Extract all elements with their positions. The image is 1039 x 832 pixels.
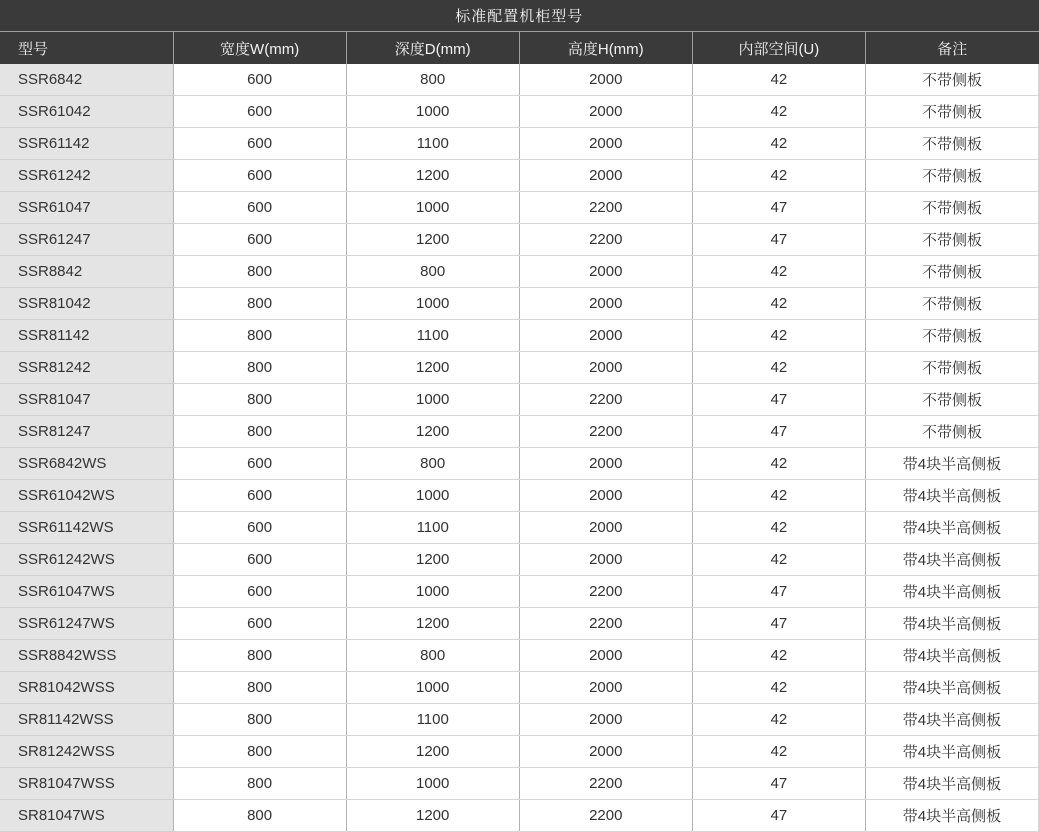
cell-height: 2000 (519, 640, 692, 672)
cell-depth: 1100 (346, 512, 519, 544)
cell-note: 带4块半高侧板 (865, 672, 1038, 704)
cell-height: 2000 (519, 288, 692, 320)
cell-note: 不带侧板 (865, 416, 1038, 448)
cell-note: 带4块半高侧板 (865, 512, 1038, 544)
cell-model: SSR81042 (0, 288, 173, 320)
cell-model: SSR6842WS (0, 448, 173, 480)
cell-height: 2000 (519, 704, 692, 736)
table-row (0, 192, 1039, 224)
table-row (0, 128, 1039, 160)
cell-height: 2000 (519, 64, 692, 96)
table-row (0, 544, 1039, 576)
cell-depth: 1200 (346, 352, 519, 384)
cell-note: 不带侧板 (865, 224, 1038, 256)
cell-width: 800 (173, 416, 346, 448)
cell-depth: 800 (346, 64, 519, 96)
cell-note: 不带侧板 (865, 128, 1038, 160)
table-row (0, 576, 1039, 608)
table-row (0, 320, 1039, 352)
cell-width: 800 (173, 704, 346, 736)
table-row (0, 480, 1039, 512)
header-note: 备注 (865, 32, 1038, 65)
cell-space-u: 47 (692, 416, 865, 448)
cell-width: 800 (173, 384, 346, 416)
table-head (0, 0, 1039, 64)
header-height: 高度H(mm) (519, 32, 692, 65)
cell-width: 600 (173, 64, 346, 96)
cell-depth: 1000 (346, 96, 519, 128)
cell-model: SSR61042 (0, 96, 173, 128)
cell-model: SSR61247 (0, 224, 173, 256)
table-row (0, 640, 1039, 672)
table-row (0, 736, 1039, 768)
cell-width: 800 (173, 288, 346, 320)
table-row (0, 608, 1039, 640)
cell-width: 800 (173, 768, 346, 800)
cell-depth: 800 (346, 256, 519, 288)
cell-height: 2200 (519, 224, 692, 256)
cell-width: 800 (173, 640, 346, 672)
cell-height: 2200 (519, 416, 692, 448)
cell-model: SSR61142 (0, 128, 173, 160)
cell-space-u: 42 (692, 96, 865, 128)
cell-note: 带4块半高侧板 (865, 768, 1038, 800)
table-row (0, 64, 1039, 96)
cell-depth: 1200 (346, 544, 519, 576)
cell-note: 不带侧板 (865, 352, 1038, 384)
cell-depth: 1200 (346, 416, 519, 448)
cell-height: 2200 (519, 608, 692, 640)
cell-model: SSR61247WS (0, 608, 173, 640)
cell-width: 800 (173, 736, 346, 768)
cell-height: 2000 (519, 352, 692, 384)
cell-model: SR81047WSS (0, 768, 173, 800)
header-width: 宽度W(mm) (173, 32, 346, 65)
table-row (0, 768, 1039, 800)
cell-note: 不带侧板 (865, 256, 1038, 288)
cell-height: 2000 (519, 544, 692, 576)
table-row (0, 384, 1039, 416)
table-row (0, 352, 1039, 384)
cell-width: 600 (173, 608, 346, 640)
cell-depth: 1000 (346, 384, 519, 416)
cell-space-u: 42 (692, 544, 865, 576)
cell-space-u: 42 (692, 128, 865, 160)
table-row (0, 288, 1039, 320)
cell-width: 600 (173, 96, 346, 128)
cell-space-u: 42 (692, 64, 865, 96)
cell-space-u: 42 (692, 160, 865, 192)
cell-model: SR81042WSS (0, 672, 173, 704)
cell-depth: 800 (346, 640, 519, 672)
table-row (0, 160, 1039, 192)
cell-model: SSR6842 (0, 64, 173, 96)
cell-height: 2200 (519, 384, 692, 416)
cell-height: 2200 (519, 576, 692, 608)
header-model: 型号 (0, 32, 173, 65)
cell-note: 带4块半高侧板 (865, 640, 1038, 672)
cell-depth: 1000 (346, 192, 519, 224)
cell-depth: 1100 (346, 128, 519, 160)
cell-note: 带4块半高侧板 (865, 608, 1038, 640)
cell-note: 不带侧板 (865, 288, 1038, 320)
cell-depth: 1200 (346, 736, 519, 768)
cell-width: 800 (173, 320, 346, 352)
table-row (0, 448, 1039, 480)
cell-note: 不带侧板 (865, 192, 1038, 224)
cell-width: 600 (173, 192, 346, 224)
cell-width: 600 (173, 448, 346, 480)
cell-model: SSR61047 (0, 192, 173, 224)
cell-note: 带4块半高侧板 (865, 544, 1038, 576)
cell-height: 2000 (519, 448, 692, 480)
cell-space-u: 47 (692, 384, 865, 416)
cell-height: 2000 (519, 512, 692, 544)
cell-width: 600 (173, 512, 346, 544)
cell-space-u: 47 (692, 768, 865, 800)
cell-note: 带4块半高侧板 (865, 480, 1038, 512)
table-row (0, 96, 1039, 128)
cell-height: 2200 (519, 800, 692, 832)
cell-space-u: 42 (692, 448, 865, 480)
cell-space-u: 42 (692, 320, 865, 352)
cell-note: 带4块半高侧板 (865, 704, 1038, 736)
cell-model: SSR81242 (0, 352, 173, 384)
table-row (0, 256, 1039, 288)
header-depth: 深度D(mm) (346, 32, 519, 65)
cell-space-u: 47 (692, 224, 865, 256)
cell-depth: 1000 (346, 576, 519, 608)
table-row (0, 672, 1039, 704)
table-title: 标准配置机柜型号 (0, 0, 1039, 32)
cell-depth: 800 (346, 448, 519, 480)
table-row (0, 512, 1039, 544)
cell-width: 600 (173, 224, 346, 256)
cell-space-u: 42 (692, 256, 865, 288)
cell-space-u: 47 (692, 800, 865, 832)
cell-width: 600 (173, 576, 346, 608)
cell-width: 600 (173, 128, 346, 160)
cell-note: 不带侧板 (865, 384, 1038, 416)
cell-space-u: 42 (692, 352, 865, 384)
table-row (0, 416, 1039, 448)
cell-note: 不带侧板 (865, 320, 1038, 352)
cell-depth: 1000 (346, 480, 519, 512)
cell-note: 带4块半高侧板 (865, 800, 1038, 832)
cell-model: SSR81142 (0, 320, 173, 352)
cell-height: 2000 (519, 160, 692, 192)
cell-space-u: 47 (692, 192, 865, 224)
cell-model: SR81047WS (0, 800, 173, 832)
cell-model: SSR61242 (0, 160, 173, 192)
table-row (0, 704, 1039, 736)
header-space-u: 内部空间(U) (692, 32, 865, 65)
cell-model: SSR81047 (0, 384, 173, 416)
cell-model: SSR61242WS (0, 544, 173, 576)
cell-width: 800 (173, 672, 346, 704)
cell-model: SSR61047WS (0, 576, 173, 608)
cell-height: 2000 (519, 256, 692, 288)
cell-space-u: 47 (692, 576, 865, 608)
cell-depth: 1200 (346, 608, 519, 640)
cell-space-u: 42 (692, 288, 865, 320)
cell-space-u: 42 (692, 672, 865, 704)
cell-width: 800 (173, 256, 346, 288)
cell-model: SSR8842WSS (0, 640, 173, 672)
cell-note: 带4块半高侧板 (865, 736, 1038, 768)
cell-model: SSR8842 (0, 256, 173, 288)
cell-height: 2000 (519, 128, 692, 160)
cell-space-u: 42 (692, 736, 865, 768)
cell-space-u: 42 (692, 512, 865, 544)
cell-depth: 1100 (346, 704, 519, 736)
table-header-row (0, 32, 1039, 65)
cell-depth: 1000 (346, 288, 519, 320)
cell-depth: 1200 (346, 224, 519, 256)
cell-height: 2200 (519, 768, 692, 800)
cell-width: 600 (173, 160, 346, 192)
cell-note: 带4块半高侧板 (865, 576, 1038, 608)
cell-depth: 1200 (346, 800, 519, 832)
cell-height: 2000 (519, 672, 692, 704)
cell-height: 2000 (519, 736, 692, 768)
table-row (0, 800, 1039, 832)
cell-height: 2000 (519, 480, 692, 512)
cell-note: 不带侧板 (865, 160, 1038, 192)
cell-width: 600 (173, 544, 346, 576)
cell-depth: 1200 (346, 160, 519, 192)
cell-note: 带4块半高侧板 (865, 448, 1038, 480)
cell-space-u: 42 (692, 480, 865, 512)
table-body (0, 64, 1039, 832)
cell-space-u: 42 (692, 640, 865, 672)
cell-depth: 1000 (346, 672, 519, 704)
table-row (0, 224, 1039, 256)
cell-model: SSR81247 (0, 416, 173, 448)
cell-width: 800 (173, 800, 346, 832)
cell-model: SSR61142WS (0, 512, 173, 544)
cell-model: SR81142WSS (0, 704, 173, 736)
cell-width: 800 (173, 352, 346, 384)
cell-space-u: 47 (692, 608, 865, 640)
cell-width: 600 (173, 480, 346, 512)
cell-note: 不带侧板 (865, 96, 1038, 128)
cell-depth: 1100 (346, 320, 519, 352)
cell-model: SSR61042WS (0, 480, 173, 512)
cell-height: 2000 (519, 320, 692, 352)
cell-depth: 1000 (346, 768, 519, 800)
cell-height: 2000 (519, 96, 692, 128)
cell-note: 不带侧板 (865, 64, 1038, 96)
cell-space-u: 42 (692, 704, 865, 736)
cell-height: 2200 (519, 192, 692, 224)
table-title-row (0, 0, 1039, 32)
cell-model: SR81242WSS (0, 736, 173, 768)
